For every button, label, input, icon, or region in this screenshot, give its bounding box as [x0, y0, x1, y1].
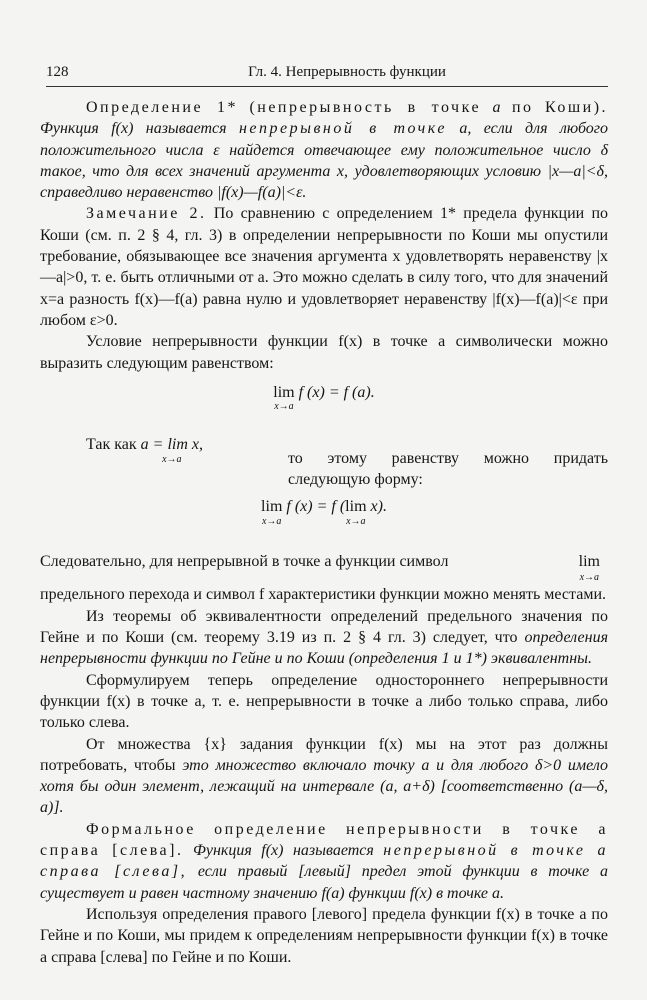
formula-limit-equals-value: lim x→a f (x) = f (a).	[273, 383, 375, 413]
remark-2: Замечание 2. По сравнению с определением 1* предела функции по Коши (см. п. 2 § 4, гл. 3) в определении непрерывности по Коши мы опустили требование, обязывающее все значения аргумента x удовлетворять неравенству |x—a|>0, т. е. быть отличными от a. Это можно сделать в силу того, что для значений x=a разность f(x)—f(a) равна нулю и удовлетворяет неравенству |f(x)—f(a)|<ε при любом ε>0.	[40, 205, 609, 329]
running-title: Гл. 4. Непрерывность функции	[248, 64, 446, 80]
one-sided-definition: Формальное определение непрерывности в точке a справа [слева]. Функция f(x) называется непрерывной в точке a справа [слева], если правый [левый] предел этой функции в точке a существует и равен частному значению f(a) функции f(x) в точке a.	[40, 820, 609, 902]
formal-definition-label: Формальное определение непрерывности в точке a справа [слева].	[40, 820, 608, 860]
rewrite-form-text: Так как a = lim x, x→a	[86, 435, 203, 466]
page-body: Определение 1* (непрерывность в точке a по Коши). Функция f(x) называется непрерывной в точке a, если для любого положительного числа ε найдется отвечающее ему положительное число δ такое, что для всех значений аргумента x, удовлетворяющих условию |x—a|<δ, справедливо неравенство |f(x)—f(a)|<ε. Замечание 2. По сравнению с определением 1* предела функции по Коши (см. п. 2 § 4, гл. 3) в определении непрерывности по Коши мы опустили требование, обязывающее все значения аргумента x удовлетворять неравенству |x—a|>0, т. е. быть отличными от a. Это можно сделать в силу того, что для значений x=a разность f(x)—f(a) равна нулю и удовлетворяет неравенству |f(x)—f(a)|<ε при любом ε>0. Условие непрерывности функции f(x) в точке a символически можно выразить следующим равенством: lim x→a f (x) = f (a). Так как a = lim x, x→a то этому равенству можно придать следующую форму: lim x→a f (x) = f (lim x→a x). Следовательно, для непрерывной в точке a функции символ lim x→a предельного перехода и символ f характеристики функции можно менять местами. Из теоремы об эквивалентности определений предельного значения по Гейне и по Коши (см. теорему 3.19 из п. 2 § 4 гл. 3) следует, что определения непрерывности функции по Гейне и по Коши (определения 1 и 1*) эквивалентны. Сформулируем теперь определение одностороннего непрерывности функции f(x) в точке a, т. е. непрерывности в точке a либо только справа, либо только слева. От множества {x} задания функции f(x) мы на этот раз должны потребовать, чтобы это множество включало точку a и для любого δ>0 имело хотя бы один элемент, лежащий на интервале (a, a+δ) [соответственно (a—δ, a)]. Формальное определение непрерывности в точке a справа [слева]. Функция f(x) называется непрерывной в точке a справа [слева], если правый [левый] предел этой функции в точке a существует и равен частному значению f(a) функции f(x) в точке a. Используя определения правого [левого] предела функции f(x) в точке a по Гейне и по Коши, мы придем к определениям непрерывности функции f(x) в точке a справа [слева] по Гейне и по Коши.	[40, 97, 608, 968]
definition-label: Определение 1*	[86, 99, 238, 116]
remark-label: Замечание 2.	[86, 205, 207, 223]
equivalence-paragraph: Из теоремы об эквивалентности определений предельного значения по Гейне и по Коши (см. теорему 3.19 из п. 2 § 4 гл. 3) следует, что определения непрерывности функции по Гейне и по Коши (определения 1 и 1*) эквивалентны.	[40, 607, 609, 668]
domain-requirement: От множества {x} задания функции f(x) мы на этот раз должны потребовать, чтобы это множество включало точку a и для любого δ>0 имело хотя бы один элемент, лежащий на интервале (a, a+δ) [соответственно (a—δ, a)].	[40, 735, 609, 817]
continuity-condition-text: Условие непрерывности функции f(x) в точке a символически можно выразить следующим равенством:	[40, 333, 608, 372]
consequence-line: Следовательно, для непрерывной в точке a функции символ lim x→a	[40, 553, 600, 583]
closing-paragraph: Используя определения правого [левого] предела функции f(x) в точке a по Гейне и по Коши, мы придем к определениям непрерывности функции f(x) в точке a справа [слева] по Гейне и по Коши.	[40, 905, 608, 966]
consequence-continued: предельного перехода и символ f характеристики функции можно менять местами.	[40, 586, 607, 604]
page-number: 128	[46, 64, 69, 80]
page-header	[46, 64, 608, 87]
one-sided-intro: Сформулируем теперь определение одностороннего непрерывности функции f(x) в точке a, т. е. непрерывности в точке a либо только справа, либо только слева.	[40, 671, 608, 732]
definition-cauchy: Определение 1* (непрерывность в точке a по Коши). Функция f(x) называется непрерывной в точке a, если для любого положительного числа ε найдется отвечающее ему положительное число δ такое, что для всех значений аргумента x, удовлетворяющих условию |x—a|<δ, справедливо неравенство |f(x)—f(a)|<ε.	[40, 99, 609, 202]
formula-limit-interchange: lim x→a f (x) = f (lim x→a x).	[261, 498, 387, 527]
